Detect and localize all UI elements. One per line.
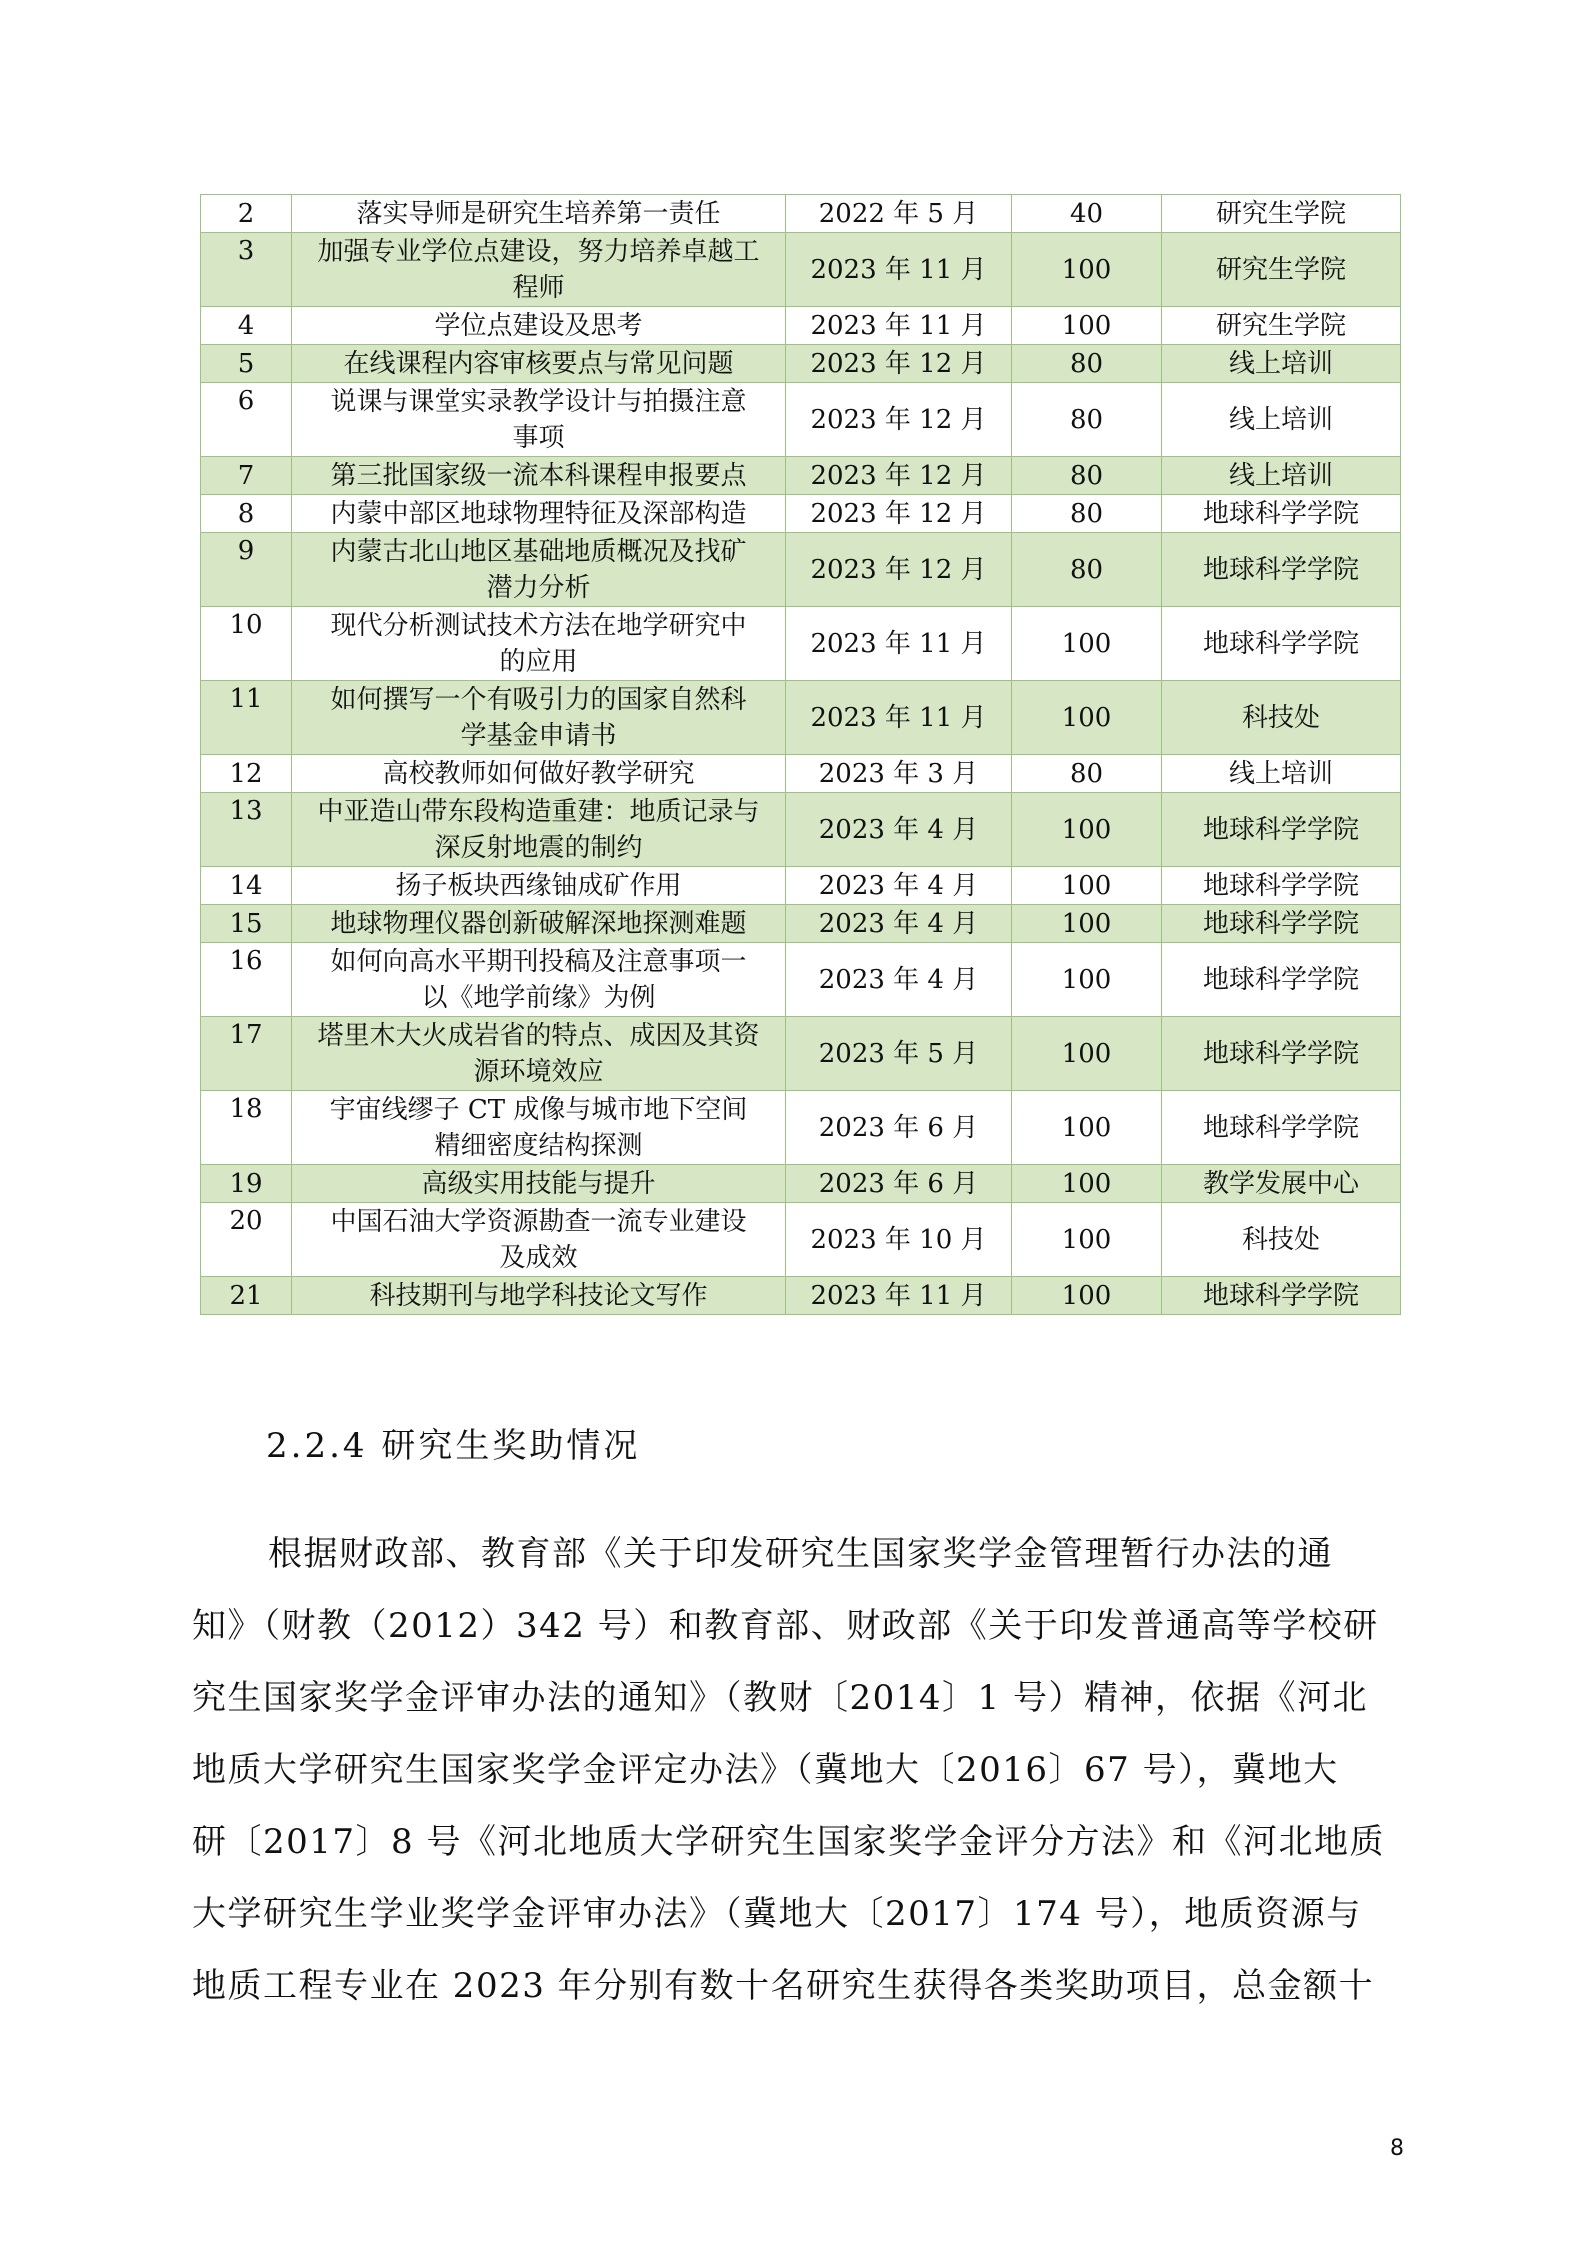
cell-hours: 100 — [1012, 307, 1162, 345]
paragraph-line: 地质大学研究生国家奖学金评定办法》（冀地大〔2016〕67 号），冀地大 — [192, 1750, 1339, 1790]
cell-hours: 100 — [1012, 607, 1162, 681]
cell-title-line: 如何撰写一个有吸引力的国家自然科 — [330, 684, 747, 715]
cell-hours: 40 — [1012, 195, 1162, 233]
cell-date: 2023 年 6 月 — [786, 1091, 1012, 1165]
cell-number: 15 — [201, 905, 292, 943]
table-body — [201, 195, 1401, 1315]
cell-number: 19 — [201, 1165, 292, 1203]
cell-title-line: 学位点建设及思考 — [434, 310, 643, 341]
cell-number: 6 — [201, 383, 292, 457]
table-row — [201, 233, 1401, 307]
cell-number: 2 — [201, 195, 292, 233]
cell-title-line: 塔里木大火成岩省的特点、成因及其资 — [317, 1020, 760, 1051]
cell-date: 2023 年 5 月 — [786, 1017, 1012, 1091]
cell-title-line: 高级实用技能与提升 — [421, 1168, 656, 1199]
cell-organizer: 教学发展中心 — [1162, 1165, 1401, 1203]
cell-title-line: 的应用 — [499, 646, 578, 677]
cell-title — [292, 1091, 786, 1165]
cell-organizer: 研究生学院 — [1162, 307, 1401, 345]
cell-number: 18 — [201, 1091, 292, 1165]
cell-title-line: 深反射地震的制约 — [434, 832, 643, 863]
table-row — [201, 867, 1401, 905]
cell-title — [292, 1017, 786, 1091]
cell-organizer: 线上培训 — [1162, 383, 1401, 457]
cell-title — [292, 943, 786, 1017]
cell-date: 2023 年 4 月 — [786, 943, 1012, 1017]
cell-title-line: 及成效 — [499, 1242, 578, 1273]
cell-date: 2023 年 6 月 — [786, 1165, 1012, 1203]
cell-number: 4 — [201, 307, 292, 345]
table-row — [201, 1017, 1401, 1091]
cell-title-line: 说课与课堂实录教学设计与拍摄注意 — [330, 386, 747, 417]
section-paragraph — [192, 1518, 1412, 2022]
cell-title — [292, 1277, 786, 1315]
table-row — [201, 1165, 1401, 1203]
cell-date: 2023 年 11 月 — [786, 607, 1012, 681]
cell-hours: 100 — [1012, 681, 1162, 755]
cell-number: 8 — [201, 495, 292, 533]
cell-title — [292, 1165, 786, 1203]
cell-date: 2023 年 12 月 — [786, 345, 1012, 383]
cell-number: 9 — [201, 533, 292, 607]
cell-number: 10 — [201, 607, 292, 681]
cell-title-line: 精细密度结构探测 — [434, 1130, 643, 1161]
cell-organizer: 地球科学学院 — [1162, 1091, 1401, 1165]
table-row — [201, 1203, 1401, 1277]
cell-date: 2023 年 12 月 — [786, 457, 1012, 495]
cell-hours: 100 — [1012, 867, 1162, 905]
cell-organizer: 地球科学学院 — [1162, 793, 1401, 867]
cell-hours: 80 — [1012, 755, 1162, 793]
cell-title — [292, 905, 786, 943]
cell-organizer: 研究生学院 — [1162, 233, 1401, 307]
cell-date: 2023 年 12 月 — [786, 495, 1012, 533]
cell-title-line: 高校教师如何做好教学研究 — [382, 758, 695, 789]
cell-number: 7 — [201, 457, 292, 495]
cell-title-line: 加强专业学位点建设，努力培养卓越工 — [317, 236, 760, 267]
cell-organizer: 线上培训 — [1162, 345, 1401, 383]
cell-date: 2023 年 4 月 — [786, 867, 1012, 905]
cell-number: 3 — [201, 233, 292, 307]
cell-hours: 80 — [1012, 345, 1162, 383]
cell-title-line: 事项 — [512, 422, 565, 453]
cell-date: 2023 年 11 月 — [786, 681, 1012, 755]
cell-hours: 80 — [1012, 457, 1162, 495]
cell-date: 2023 年 4 月 — [786, 905, 1012, 943]
paragraph-line: 地质工程专业在 2023 年分别有数十名研究生获得各类奖助项目，总金额十 — [192, 1966, 1375, 2006]
cell-title — [292, 533, 786, 607]
page-number: 8 — [1390, 2136, 1404, 2161]
cell-title — [292, 307, 786, 345]
cell-title — [292, 195, 786, 233]
paragraph-line: 研〔2017〕8 号《河北地质大学研究生国家奖学金评分方法》和《河北地质 — [192, 1822, 1385, 1862]
cell-title — [292, 345, 786, 383]
cell-number: 5 — [201, 345, 292, 383]
cell-title-line: 学基金申请书 — [460, 720, 617, 751]
table-row — [201, 607, 1401, 681]
cell-title-line: 在线课程内容审核要点与常见问题 — [343, 348, 734, 379]
cell-date: 2023 年 12 月 — [786, 383, 1012, 457]
table-row — [201, 383, 1401, 457]
cell-title-line: 如何向高水平期刊投稿及注意事项一 — [330, 946, 747, 977]
cell-organizer: 线上培训 — [1162, 755, 1401, 793]
cell-title-line: 源环境效应 — [473, 1056, 604, 1087]
cell-number: 12 — [201, 755, 292, 793]
cell-hours: 100 — [1012, 1017, 1162, 1091]
cell-title-line: 中亚造山带东段构造重建：地质记录与 — [317, 796, 760, 827]
cell-organizer: 地球科学学院 — [1162, 1017, 1401, 1091]
cell-title — [292, 495, 786, 533]
cell-title — [292, 233, 786, 307]
cell-hours: 100 — [1012, 1165, 1162, 1203]
cell-title — [292, 793, 786, 867]
cell-title-line: 落实导师是研究生培养第一责任 — [356, 198, 721, 229]
cell-organizer: 地球科学学院 — [1162, 533, 1401, 607]
cell-number: 17 — [201, 1017, 292, 1091]
table-row — [201, 793, 1401, 867]
section-heading: 2.2.4 研究生奖助情况 — [266, 1426, 641, 1466]
cell-title-line: 扬子板块西缘铀成矿作用 — [395, 870, 682, 901]
table-row — [201, 905, 1401, 943]
table-row — [201, 307, 1401, 345]
cell-organizer: 地球科学学院 — [1162, 1277, 1401, 1315]
cell-organizer: 科技处 — [1162, 1203, 1401, 1277]
table-row — [201, 457, 1401, 495]
table-row — [201, 495, 1401, 533]
cell-title — [292, 607, 786, 681]
cell-number: 11 — [201, 681, 292, 755]
training-table — [200, 194, 1401, 1315]
cell-title — [292, 867, 786, 905]
cell-date: 2023 年 12 月 — [786, 533, 1012, 607]
paragraph-line: 根据财政部、教育部《关于印发研究生国家奖学金管理暂行办法的通 — [268, 1534, 1333, 1574]
cell-date: 2023 年 11 月 — [786, 1277, 1012, 1315]
cell-date: 2023 年 10 月 — [786, 1203, 1012, 1277]
cell-organizer: 地球科学学院 — [1162, 943, 1401, 1017]
table-row — [201, 755, 1401, 793]
cell-number: 14 — [201, 867, 292, 905]
table-row — [201, 345, 1401, 383]
cell-title-line: 中国石油大学资源勘查一流专业建设 — [330, 1206, 747, 1237]
cell-organizer: 地球科学学院 — [1162, 867, 1401, 905]
table-row — [201, 943, 1401, 1017]
cell-organizer: 地球科学学院 — [1162, 495, 1401, 533]
cell-date: 2023 年 11 月 — [786, 233, 1012, 307]
cell-title-line: 程师 — [512, 272, 565, 303]
cell-date: 2023 年 3 月 — [786, 755, 1012, 793]
cell-title-line: 科技期刊与地学科技论文写作 — [369, 1280, 708, 1311]
table-row — [201, 681, 1401, 755]
cell-hours: 100 — [1012, 793, 1162, 867]
cell-organizer: 地球科学学院 — [1162, 607, 1401, 681]
paragraph-line: 大学研究生学业奖学金评审办法》（冀地大〔2017〕174 号），地质资源与 — [192, 1894, 1362, 1934]
cell-hours: 100 — [1012, 233, 1162, 307]
cell-hours: 100 — [1012, 1203, 1162, 1277]
cell-title — [292, 1203, 786, 1277]
cell-organizer: 地球科学学院 — [1162, 905, 1401, 943]
cell-title-line: 现代分析测试技术方法在地学研究中 — [330, 610, 747, 641]
cell-date: 2023 年 4 月 — [786, 793, 1012, 867]
cell-date: 2022 年 5 月 — [786, 195, 1012, 233]
paragraph-line: 究生国家奖学金评审办法的通知》（教财〔2014〕1 号）精神，依据《河北 — [192, 1678, 1368, 1718]
cell-title-line: 内蒙中部区地球物理特征及深部构造 — [330, 498, 747, 529]
cell-number: 16 — [201, 943, 292, 1017]
cell-organizer: 研究生学院 — [1162, 195, 1401, 233]
paragraph-line: 知》（财教（2012）342 号）和教育部、财政部《关于印发普通高等学校研 — [192, 1606, 1379, 1646]
table-row — [201, 1091, 1401, 1165]
cell-number: 21 — [201, 1277, 292, 1315]
cell-hours: 100 — [1012, 905, 1162, 943]
cell-title — [292, 755, 786, 793]
cell-title — [292, 681, 786, 755]
cell-title-line: 第三批国家级一流本科课程申报要点 — [330, 460, 747, 491]
cell-hours: 100 — [1012, 943, 1162, 1017]
cell-number: 20 — [201, 1203, 292, 1277]
cell-organizer: 线上培训 — [1162, 457, 1401, 495]
cell-hours: 100 — [1012, 1091, 1162, 1165]
cell-title — [292, 457, 786, 495]
cell-organizer: 科技处 — [1162, 681, 1401, 755]
cell-hours: 80 — [1012, 383, 1162, 457]
cell-title — [292, 383, 786, 457]
cell-hours: 80 — [1012, 533, 1162, 607]
cell-number: 13 — [201, 793, 292, 867]
cell-hours: 100 — [1012, 1277, 1162, 1315]
cell-title-line: 地球物理仪器创新破解深地探测难题 — [330, 908, 747, 939]
cell-title-line: 潜力分析 — [486, 572, 591, 603]
cell-title-line: 以《地学前缘》为例 — [421, 982, 656, 1013]
cell-title-line: 内蒙古北山地区基础地质概况及找矿 — [330, 536, 747, 567]
cell-hours: 80 — [1012, 495, 1162, 533]
cell-date: 2023 年 11 月 — [786, 307, 1012, 345]
table-row — [201, 1277, 1401, 1315]
table-row — [201, 195, 1401, 233]
table-row — [201, 533, 1401, 607]
cell-title-line: 宇宙线缪子 CT 成像与城市地下空间 — [329, 1094, 748, 1125]
